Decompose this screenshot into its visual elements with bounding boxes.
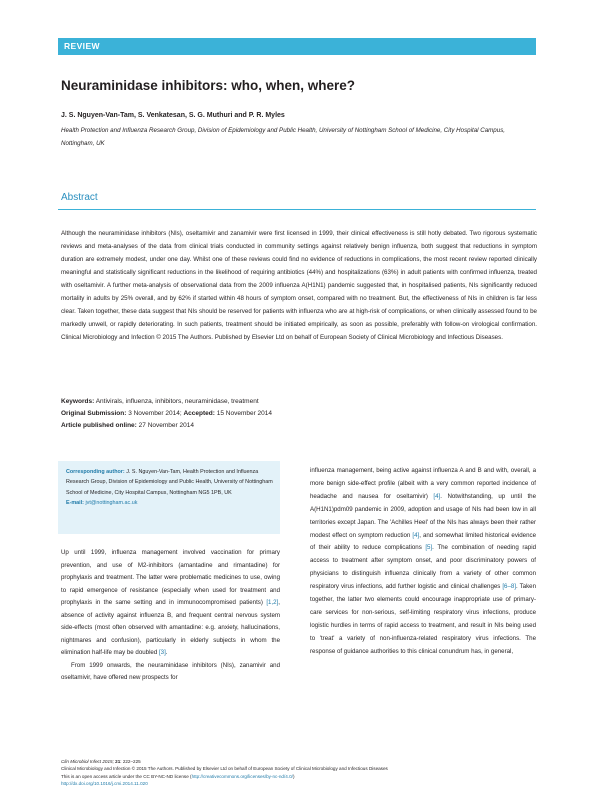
license-link[interactable]: http://creativecommons.org/licenses/by-nc-nd/4.0/ (191, 773, 293, 779)
body-paragraph-1 (61, 547, 280, 660)
keywords-block (61, 396, 272, 433)
citation-link[interactable]: [4] (412, 531, 420, 539)
paragraph-text: influenza management, being active against influenza A and B and with, overall, a more benign side-effect profile (albeit with a very common reported incidence of headache and nausea for oseltamivir) (310, 467, 536, 500)
abstract-divider (58, 209, 536, 210)
abstract-heading: Abstract (61, 192, 98, 203)
license-text: ) (292, 773, 295, 779)
citation-link[interactable]: [4] (433, 492, 441, 500)
paragraph-text: . Taken together, the latter two elements could encourage inappropriate use of primary-care services for non-serious, self-limiting respiratory virus infections, produce logistic hurdles in terms of rapid access to treatment, and result in NIs being used to 'treat' a variety of non-influenza-related respiratory virus infections. The response of guidance authorities to this clinical conundrum has, in general, (310, 583, 536, 655)
body-paragraph-3 (310, 465, 536, 659)
submission-label: Original Submission: (61, 410, 127, 418)
section-label: REVIEW (64, 41, 100, 51)
submission-value: 3 November 2014; (128, 410, 182, 418)
body-paragraph-2: From 1999 onwards, the neuraminidase inhibitors (NIs), zanamivir and oseltamivir, have offered new prospects for (61, 661, 280, 681)
paragraph-text: . (165, 649, 168, 656)
footer-volume: 21 (115, 759, 121, 764)
keywords-value: Antivirals, influenza, inhibitors, neuraminidase, treatment (95, 398, 259, 405)
correspondence-text (66, 467, 276, 508)
citation-link[interactable]: [1,2] (266, 599, 279, 606)
footer-copyright: Clinical Microbiology and Infection © 2015 The Authors. Published by Elsevier Ltd on behalf of European Society of Clinical Microbiology and Infectious Diseases (61, 766, 388, 772)
body-column-left (61, 547, 280, 685)
paragraph-text: Up until 1999, influenza management involved vaccination for primary prevention, and use of M2-inhibitors (amantadine and rimantadine) for prophylaxis and treatment. The latter were problematic medicines to use, owing to rapid emergence of resistance (especially when used for treatment and prophylaxis in the same setting and in immunocompromised patients) (61, 549, 280, 606)
section-banner (58, 38, 536, 55)
online-value: 27 November 2014 (138, 422, 194, 430)
body-column-right (310, 465, 536, 659)
article-affiliation: Health Protection and Influenza Research Group, Division of Epidemiology and Public Health, University of Nottingham School of Medicine, City Hospital Campus, Nottingham, UK (61, 127, 506, 147)
correspondence-address: J. S. Nguyen-Van-Tam, Health Protection and Influenza Research Group, Division of Epidemiology and Public Health, University of Nottingham School of Medicine, City Hospital Campus, Nottingham NG5 1PB, UK (66, 469, 273, 496)
citation-link[interactable]: [3] (158, 649, 166, 656)
paragraph-text: . Notwithstanding, up until the A(H1N1)pdm09 pandemic in 2009, adoption and usage of NIs had been low in all territories except Japan. The 'Achilles Heel' of the NIs has always been their rather modest effect on symptom reduction (310, 492, 536, 539)
article-title: Neuraminidase inhibitors: who, when, where? (61, 78, 356, 93)
doi-link[interactable]: http://dx.doi.org/10.1016/j.cmi.2014.11.020 (61, 781, 148, 787)
footer-pages: : 222–225 (120, 759, 141, 764)
correspondence-label: Corresponding author: (66, 469, 125, 475)
correspondence-box (58, 461, 280, 534)
online-label: Article published online: (61, 422, 137, 430)
abstract-body: Although the neuraminidase inhibitors (NIs), oseltamivir and zanamivir were first licensed in 1999, their clinical effectiveness is still hotly debated. Two rigorous systematic reviews and meta-analyses of the data from clinical trials conducted in community settings against relatively benign influenza, both suggest that reductions in symptom duration are extremely modest, under one day. Whilst one of these reviews could find no evidence of reductions in complications, the most recent review reported clinically meaningful and statistically significant reductions in the likelihood of requiring antibiotics (44%) and hospitalizations (63%) in adult patients with confirmed influenza, treated with oseltamivir. A further meta-analysis of observational data from the 2009 influenza A(H1N1) pandemic suggested that, in hospitalised patients, NIs significantly reduced mortality in adults by 25% overall, and by 62% if started within 48 hours of symptom onset, compared with no treatment. But, the effectiveness of NIs in children is far less clear. Taken together, these data suggest that NIs should be reserved for patients with influenza who are at high-risk of complications, or when clinically assessed found to be markedly unwell, or rapidly deteriorating. In such patients, treatment should be initiated empirically, as soon as possible, preferably with follow-on virological confirmation. Clinical Microbiology and Infection © 2015 The Authors. Published by Elsevier Ltd on behalf of European Society of Clinical Microbiology and Infectious Diseases. (61, 230, 537, 341)
online-line (61, 420, 272, 432)
paragraph-text: , and somewhat limited historical evidence of their ability to reduce complications (310, 531, 536, 552)
citation-link[interactable]: [6–8] (502, 583, 517, 591)
footer-citation (61, 758, 541, 765)
keywords-line (61, 396, 272, 408)
accepted-label: Accepted: (183, 410, 215, 418)
keywords-label: Keywords: (61, 398, 95, 405)
paragraph-text: . The combination of needing rapid access to treatment after symptom onset, and poor discriminatory powers of physicians to distinguish influenza clinically from a variety of other common respiratory virus infections, add further logistic and clinical challenges (310, 544, 536, 591)
article-authors: J. S. Nguyen-Van-Tam, S. Venkatesan, S. G. Muthuri and P. R. Myles (61, 112, 285, 119)
email-link[interactable]: jvt@nottingham.ac.uk (85, 499, 138, 506)
footer-license (61, 773, 541, 780)
footer-journal: Clin Microbiol Infect 2015; (61, 759, 116, 764)
accepted-value: 15 November 2014 (216, 410, 273, 418)
license-text: This is an open access article under the CC BY-NC-ND license ( (61, 773, 192, 779)
dates-line (61, 408, 272, 420)
email-label: E-mail: (66, 499, 84, 506)
citation-link[interactable]: [5] (425, 544, 433, 552)
paragraph-text: , absence of activity against influenza B, and frequent central nervous system side-effects (most often observed with amantadine: e.g. anxiety, hallucinations, nightmares and confusion), particularly in elderly subjects in whom the elimination half-life may be doubled (61, 599, 280, 656)
page-footer (61, 758, 541, 788)
